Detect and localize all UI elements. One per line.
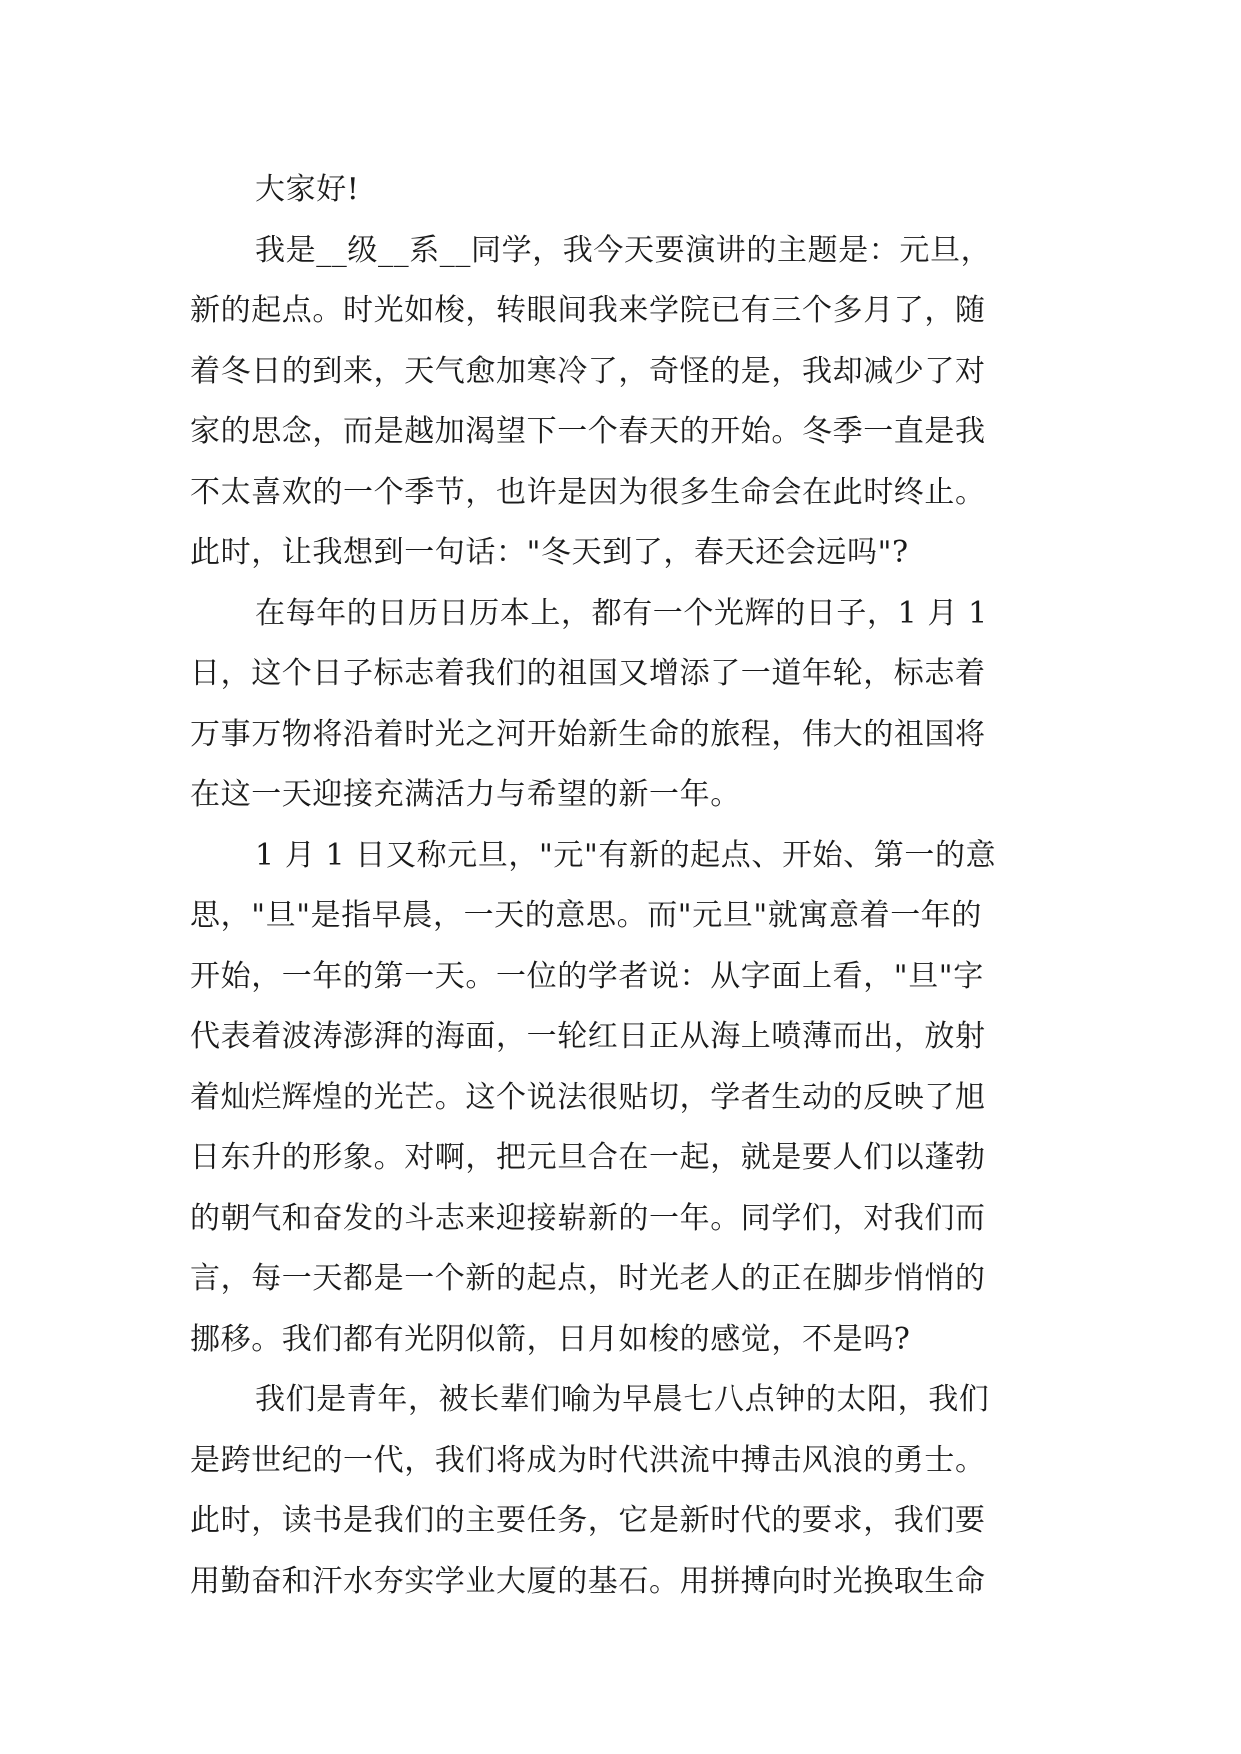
text-line: 代表着波涛澎湃的海面，一轮红日正从海上喷薄而出，放射 [190, 1019, 986, 1054]
text-line: 在每年的日历日历本上，都有一个光辉的日子，1 月 1 [255, 595, 988, 631]
text-line: 日，这个日子标志着我们的祖国又增添了一道年轮，标志着 [190, 656, 986, 691]
text-line: 此时，让我想到一句话："冬天到了，春天还会远吗"? [190, 535, 909, 570]
text-line: 万事万物将沿着时光之河开始新生命的旅程，伟大的祖国将 [190, 716, 986, 752]
text-line: 不太喜欢的一个季节，也许是因为很多生命会在此时终止。 [190, 474, 986, 510]
text-line: 日东升的形象。对啊，把元旦合在一起，就是要人们以蓬勃 [190, 1140, 986, 1175]
text-line: 是跨世纪的一代，我们将成为时代洪流中搏击风浪的勇士。 [190, 1442, 986, 1478]
text-line: 在这一天迎接充满活力与希望的新一年。 [190, 777, 741, 812]
text-line: 的朝气和奋发的斗志来迎接崭新的一年。同学们，对我们而 [190, 1200, 986, 1236]
text-line: 着灿烂辉煌的光芒。这个说法很贴切，学者生动的反映了旭 [190, 1079, 986, 1115]
text-line: 我是__级__系__同学，我今天要演讲的主题是：元旦， [255, 232, 992, 268]
text-line: 此时，读书是我们的主要任务，它是新时代的要求，我们要 [190, 1503, 986, 1538]
text-line: 着冬日的到来，天气愈加寒冷了，奇怪的是，我却减少了对 [190, 353, 986, 389]
text-line: 言，每一天都是一个新的起点，时光老人的正在脚步悄悄的 [190, 1261, 986, 1296]
text-line: 新的起点。时光如梭，转眼间我来学院已有三个多月了，随 [190, 293, 986, 328]
document-body [190, 160, 1070, 1612]
text-line: 家的思念，而是越加渴望下一个春天的开始。冬季一直是我 [190, 414, 986, 449]
text-line: 开始，一年的第一天。一位的学者说：从字面上看，"旦"字 [190, 958, 984, 994]
text-line: 用勤奋和汗水夯实学业大厦的基石。用拼搏向时光换取生命 [190, 1563, 986, 1599]
text-line: 我们是青年，被长辈们喻为早晨七八点钟的太阳，我们 [255, 1382, 990, 1417]
text-line: 1 月 1 日又称元旦，"元"有新的起点、开始、第一的意 [255, 837, 997, 873]
text-line: 思，"旦"是指早晨，一天的意思。而"元旦"就寓意着一年的 [190, 898, 982, 933]
text-line: 大家好! [255, 172, 360, 207]
text-line: 挪移。我们都有光阴似箭，日月如梭的感觉，不是吗? [190, 1321, 911, 1357]
